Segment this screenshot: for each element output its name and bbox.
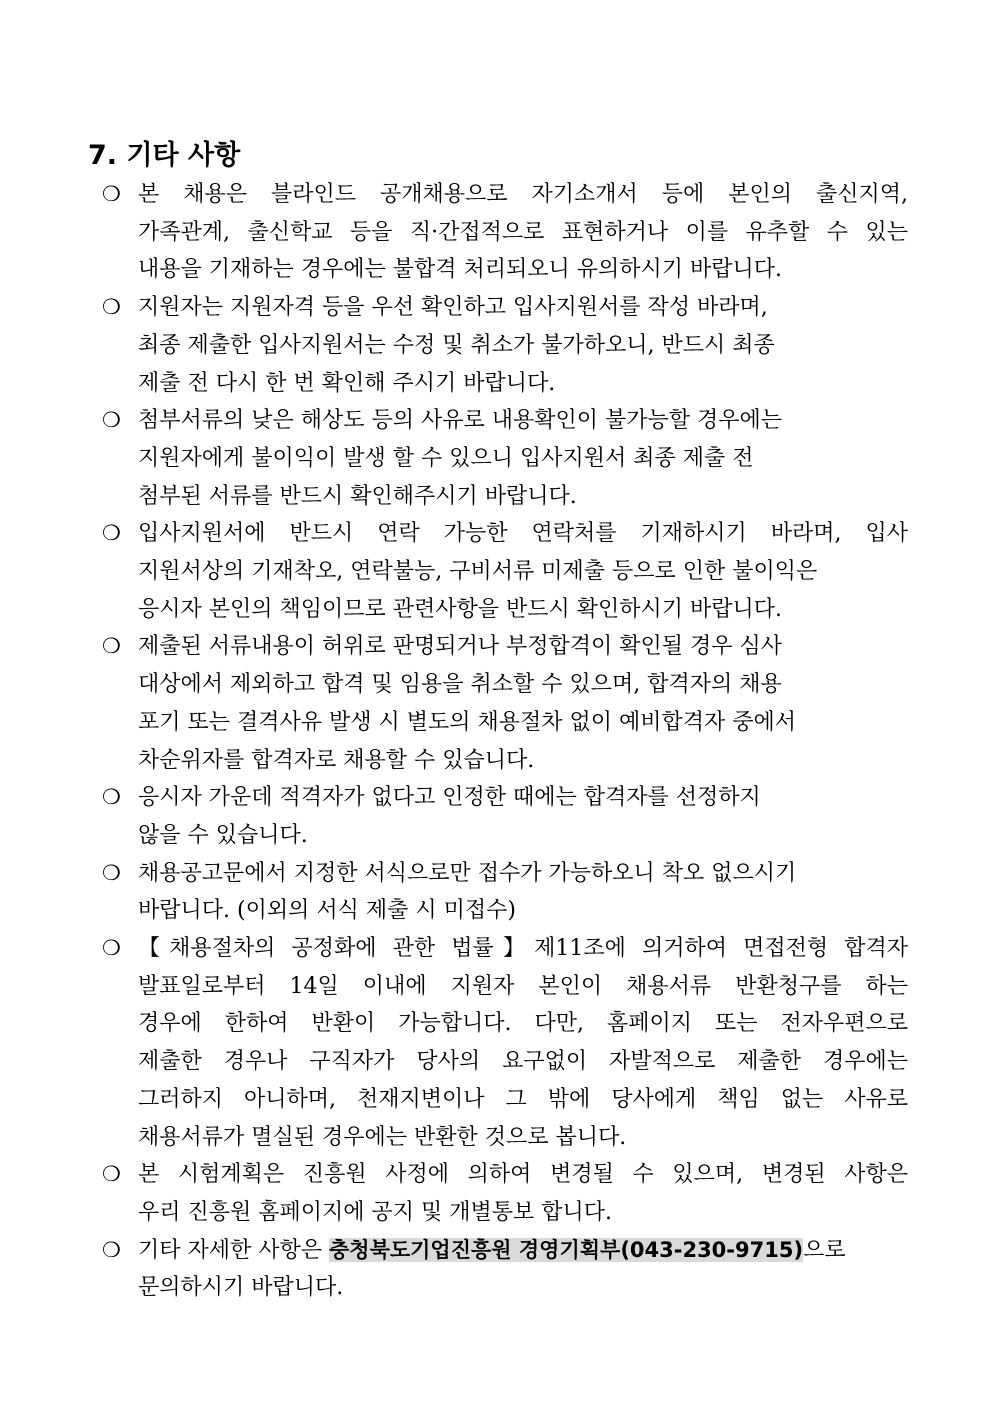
section-title: 7. 기타 사항 [88,140,241,171]
item-line: 내용을 기재하는 경우에는 불합격 처리되오니 유의하시기 바랍니다. [138,257,783,283]
list-item [102,1156,908,1231]
item-line: 【채용절차의 공정화에 관한 법률】제11조에 의거하여 면접전형 합격자 [138,936,908,962]
list-item [102,779,908,854]
item-line: 채용서류가 멸실된 경우에는 반환한 것으로 봅니다. [138,1124,627,1150]
circle-bullet-icon: ❍ [102,408,121,433]
item-line: 포기 또는 결격사유 발생 시 별도의 채용절차 없이 예비합격자 중에서 [138,709,796,735]
circle-bullet-icon: ❍ [102,785,121,810]
circle-bullet-icon: ❍ [102,521,121,546]
item-line: 최종 제출한 입사지원서는 수정 및 취소가 불가하오니, 반드시 최종 [138,332,775,358]
circle-bullet-icon: ❍ [102,1237,121,1262]
list-item [102,855,908,930]
list-item [102,628,908,779]
item-line: 발표일로부터 14일 이내에 지원자 본인이 채용서류 반환청구를 하는 [138,973,908,999]
list-item [102,289,908,402]
circle-bullet-icon: ❍ [102,182,121,206]
list-item [102,176,908,289]
circle-bullet-icon: ❍ [102,936,121,961]
contact-highlight: 충청북도기업진흥원 경영기획부(043-230-9715) [329,1237,804,1262]
item-line: 응시자 본인의 책임이므로 관련사항을 반드시 확인하시기 바랍니다. [138,596,783,622]
circle-bullet-icon: ❍ [102,860,121,885]
item-line: 바랍니다. (이외의 서식 제출 시 미접수) [138,898,516,924]
item-line: 제출된 서류내용이 허위로 판명되거나 부정합격이 확인될 경우 심사 [138,634,783,660]
list-item [102,1232,908,1307]
item-line: 우리 진흥원 홈페이지에 공지 및 개별통보 합니다. [138,1199,612,1225]
item-line: 대상에서 제외하고 합격 및 임용을 취소할 수 있으며, 합격자의 채용 [138,672,782,698]
item-line: 채용공고문에서 지정한 서식으로만 접수가 가능하오니 착오 없으시기 [138,860,797,886]
item-line: 지원자는 지원자격 등을 우선 확인하고 입사지원서를 작성 바라며, [138,295,768,321]
item-line: 첨부서류의 낮은 해상도 등의 사유로 내용확인이 불가능할 경우에는 [138,408,783,434]
item-line [138,1232,908,1270]
item-line: 지원자에게 불이익이 발생 할 수 있으니 입사지원서 최종 제출 전 [138,445,754,471]
circle-bullet-icon: ❍ [102,634,121,659]
item-line: 문의하시기 바랍니다. [138,1275,344,1301]
item-line: 경우에 한하여 반환이 가능합니다. 다만, 홈페이지 또는 전자우편으로 [138,1011,908,1037]
notice-list [102,176,908,1307]
item-line: 입사지원서에 반드시 연락 가능한 연락처를 기재하시기 바라며, 입사 [138,521,908,547]
list-item [102,515,908,628]
item-line: 가족관계, 출신학교 등을 직·간접적으로 표현하거나 이를 유추할 수 있는 [138,219,908,245]
item-line: 본 시험계획은 진흥원 사정에 의하여 변경될 수 있으며, 변경된 사항은 [138,1162,908,1188]
item-line: 않을 수 있습니다. [138,822,308,848]
item-line: 지원서상의 기재착오, 연락불능, 구비서류 미제출 등으로 인한 불이익은 [138,559,818,585]
item-line: 차순위자를 합격자로 채용할 수 있습니다. [138,747,535,773]
circle-bullet-icon: ❍ [102,1162,121,1187]
item-line: 그러하지 아니하며, 천재지변이나 그 밖에 당사에게 책임 없는 사유로 [138,1086,908,1112]
item-line: 제출한 경우나 구직자가 당사의 요구없이 자발적으로 제출한 경우에는 [138,1049,908,1075]
list-item [102,930,908,1156]
item-line: 본 채용은 블라인드 공개채용으로 자기소개서 등에 본인의 출신지역, [138,182,908,207]
item-text: 기타 자세한 사항은 [138,1237,329,1263]
circle-bullet-icon: ❍ [102,295,121,320]
item-text: 으로 [803,1237,846,1263]
list-item [102,402,908,515]
item-line: 첨부된 서류를 반드시 확인해주시기 바랍니다. [138,483,577,509]
item-line: 응시자 가운데 적격자가 없다고 인정한 때에는 합격자를 선정하지 [138,785,761,811]
item-line: 제출 전 다시 한 번 확인해 주시기 바랍니다. [138,370,556,396]
